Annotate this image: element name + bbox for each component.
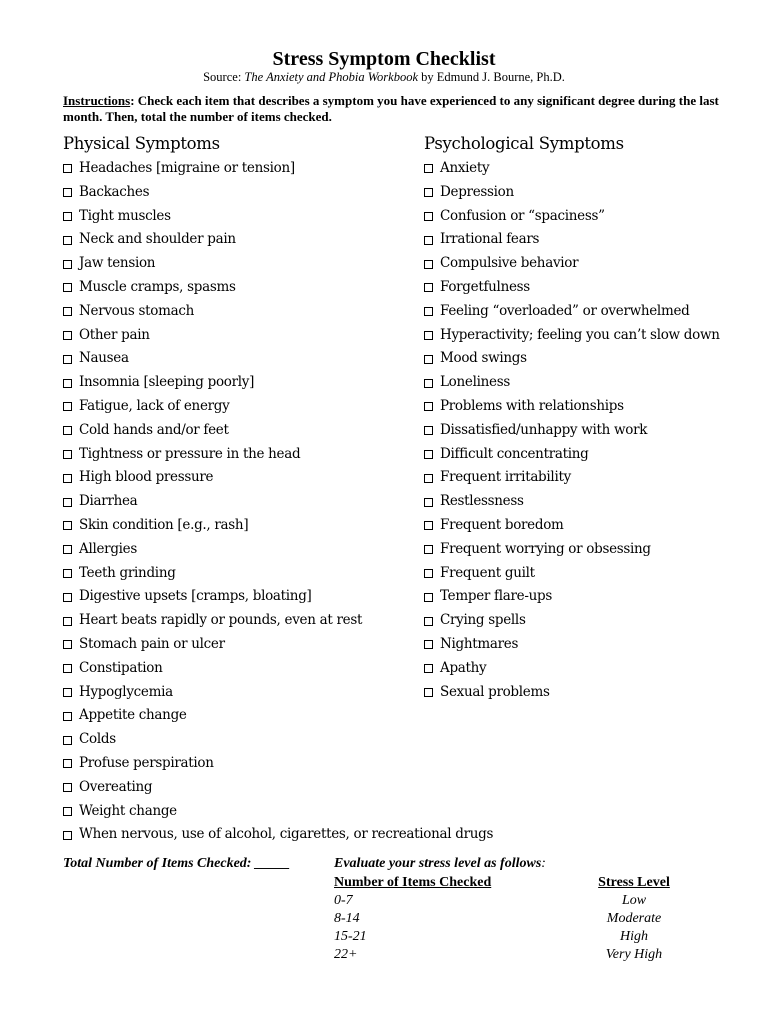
checkbox[interactable]: [63, 640, 72, 649]
symptom-item: [424, 633, 754, 657]
symptom-item: [424, 205, 754, 229]
checkbox[interactable]: [424, 307, 433, 316]
symptom-item: [424, 371, 754, 395]
stress-level-rows: [334, 892, 694, 964]
checkbox[interactable]: [63, 498, 72, 507]
symptom-item: [63, 514, 483, 538]
symptom-label: Irrational fears: [440, 231, 540, 248]
evaluate-colon: :: [541, 856, 546, 871]
checkbox[interactable]: [424, 664, 433, 673]
instructions: [63, 93, 723, 125]
symptom-label: Nightmares: [440, 635, 519, 652]
stress-level-value: High: [620, 929, 648, 944]
checkbox[interactable]: [63, 331, 72, 340]
symptom-item: [63, 609, 483, 633]
checkbox[interactable]: [63, 212, 72, 221]
symptom-label: Crying spells: [440, 612, 526, 629]
stress-level-table: [334, 874, 694, 964]
checkbox[interactable]: [63, 545, 72, 554]
symptom-item: [63, 419, 483, 443]
symptom-label: Neck and shoulder pain: [79, 231, 236, 248]
stress-level-value: Low: [621, 893, 647, 908]
symptom-item: [63, 157, 483, 181]
checkbox[interactable]: [424, 260, 433, 269]
checkbox[interactable]: [424, 593, 433, 602]
stress-level-row: [334, 892, 694, 910]
symptom-item: [63, 562, 483, 586]
checkbox[interactable]: [424, 236, 433, 245]
symptom-item: [424, 347, 754, 371]
stress-level-value: Moderate: [606, 911, 662, 926]
checkbox[interactable]: [63, 426, 72, 435]
stress-level-table-header: [334, 874, 694, 892]
symptom-item: [424, 181, 754, 205]
items-range: 15-21: [334, 929, 367, 944]
symptom-label: Compulsive behavior: [440, 255, 579, 272]
symptom-label: Cold hands and/or feet: [79, 421, 229, 438]
symptom-item: [424, 681, 754, 705]
instructions-label: Instructions: [63, 93, 131, 108]
symptom-item: [424, 562, 754, 586]
total-items-checked: Total Number of Items Checked: _____: [63, 856, 290, 871]
symptom-item: [63, 704, 483, 728]
checkbox[interactable]: [424, 426, 433, 435]
symptom-label: Profuse perspiration: [79, 754, 214, 771]
checkbox[interactable]: [424, 212, 433, 221]
symptom-item: [424, 466, 754, 490]
symptom-label: Mood swings: [440, 350, 527, 367]
checkbox[interactable]: [63, 593, 72, 602]
symptom-label: Headaches [migraine or tension]: [79, 160, 295, 176]
symptom-item: [424, 490, 754, 514]
symptom-item: [424, 228, 754, 252]
symptom-label: Nervous stomach: [79, 302, 195, 319]
checkbox[interactable]: [63, 236, 72, 245]
stress-level-row: [334, 910, 694, 928]
symptom-label: Hypoglycemia: [79, 683, 173, 700]
source-author: by Edmund J. Bourne, Ph.D.: [418, 70, 565, 84]
symptom-item: [424, 609, 754, 633]
checkbox[interactable]: [63, 450, 72, 459]
symptom-item: [424, 657, 754, 681]
symptom-item: [424, 324, 754, 348]
symptom-label: Constipation: [79, 659, 163, 676]
symptom-item: [63, 205, 483, 229]
items-range: 22+: [334, 947, 358, 962]
symptom-label: Diarrhea: [79, 493, 138, 510]
checkbox[interactable]: [63, 283, 72, 292]
symptom-item: [63, 657, 483, 681]
checkbox[interactable]: [424, 521, 433, 530]
symptom-label: Feeling “overloaded” or overwhelmed: [440, 302, 690, 319]
stress-level-value: Very High: [605, 947, 663, 962]
checkbox[interactable]: [63, 521, 72, 530]
checkbox[interactable]: [424, 331, 433, 340]
symptom-item: [63, 823, 494, 847]
checkbox[interactable]: [63, 831, 72, 840]
checkbox[interactable]: [424, 402, 433, 411]
symptom-label: Frequent irritability: [440, 469, 571, 486]
checkbox[interactable]: [424, 355, 433, 364]
symptom-label: Frequent guilt: [440, 564, 535, 581]
checkbox[interactable]: [63, 688, 72, 697]
symptom-item: [63, 752, 483, 776]
symptom-item: [63, 728, 483, 752]
symptom-item: [63, 395, 483, 419]
symptom-label: Confusion or “spaciness”: [440, 207, 605, 224]
items-range: 8-14: [334, 911, 360, 926]
symptom-label: When nervous, use of alcohol, cigarettes, or recreational drugs: [79, 826, 494, 843]
symptom-item: [424, 252, 754, 276]
symptom-item: [63, 371, 483, 395]
symptom-item: [63, 633, 483, 657]
checkbox[interactable]: [63, 164, 72, 173]
checkbox[interactable]: [63, 188, 72, 197]
symptom-label: Sexual problems: [440, 683, 550, 700]
symptom-label: Overeating: [79, 778, 153, 795]
symptom-item: [63, 681, 483, 705]
symptom-item: [63, 466, 483, 490]
source-line: [0, 70, 768, 85]
source-prefix: Source:: [203, 70, 245, 84]
checkbox[interactable]: [63, 307, 72, 316]
symptom-label: Restlessness: [440, 493, 524, 510]
checkbox[interactable]: [424, 688, 433, 697]
checkbox[interactable]: [424, 164, 433, 173]
symptom-label: Frequent boredom: [440, 516, 564, 533]
checkbox[interactable]: [424, 498, 433, 507]
checkbox[interactable]: [424, 545, 433, 554]
symptom-label: High blood pressure: [79, 469, 214, 486]
checkbox[interactable]: [63, 617, 72, 626]
items-range: 0-7: [334, 893, 353, 908]
symptom-item: [63, 585, 483, 609]
symptom-label: Depression: [440, 183, 514, 200]
checkbox[interactable]: [63, 664, 72, 673]
checkbox[interactable]: [63, 736, 72, 745]
symptom-item: [424, 395, 754, 419]
symptom-label: Allergies: [79, 540, 138, 557]
symptom-item: [424, 538, 754, 562]
symptom-item: [63, 300, 483, 324]
checkbox[interactable]: [424, 450, 433, 459]
symptom-item: [424, 443, 754, 467]
symptom-label: Backaches: [79, 183, 150, 200]
symptom-item: [63, 181, 483, 205]
checkbox[interactable]: [63, 379, 72, 388]
symptom-label: Hyperactivity; feeling you can’t slow down: [440, 326, 720, 343]
symptom-item: [424, 300, 754, 324]
symptom-item: [63, 800, 483, 824]
symptom-item: [424, 157, 754, 181]
symptom-label: Loneliness: [440, 374, 510, 391]
checkbox[interactable]: [63, 402, 72, 411]
symptom-label: Colds: [79, 731, 116, 748]
symptom-label: Tight muscles: [79, 207, 171, 224]
symptom-label: Heart beats rapidly or pounds, even at rest: [79, 612, 363, 629]
page-title: Stress Symptom Checklist: [272, 48, 496, 70]
checkbox[interactable]: [424, 617, 433, 626]
instructions-text: : Check each item that describes a symptom you have experienced to any significant degree during the last month. Then, total the number of items checked.: [63, 93, 719, 124]
symptom-item: [63, 276, 483, 300]
symptom-label: Fatigue, lack of energy: [79, 397, 230, 414]
symptom-label: Weight change: [79, 802, 177, 819]
checkbox[interactable]: [63, 569, 72, 578]
checkbox[interactable]: [424, 640, 433, 649]
checkbox[interactable]: [63, 260, 72, 269]
symptom-label: Temper flare-ups: [440, 588, 552, 605]
items-checked-column-header: Number of Items Checked: [334, 875, 492, 890]
stress-level-row: [334, 946, 694, 964]
symptom-item: [63, 490, 483, 514]
evaluate-instruction: [334, 855, 546, 873]
stress-level-row: [334, 928, 694, 946]
symptom-label: Jaw tension: [79, 255, 156, 272]
symptom-item: [424, 514, 754, 538]
stress-level-column-header: Stress Level: [598, 875, 670, 890]
symptom-label: Stomach pain or ulcer: [79, 635, 225, 652]
symptom-label: Apathy: [440, 659, 487, 676]
symptom-item: [63, 776, 483, 800]
symptom-label: Skin condition [e.g., rash]: [79, 516, 249, 533]
symptom-item: [424, 585, 754, 609]
checkbox[interactable]: [424, 188, 433, 197]
symptom-item: [63, 443, 483, 467]
symptom-item: [63, 347, 483, 371]
symptom-label: Difficult concentrating: [440, 445, 589, 462]
checkbox[interactable]: [63, 474, 72, 483]
symptom-label: Appetite change: [79, 707, 187, 724]
symptom-label: Nausea: [79, 350, 129, 367]
checkbox[interactable]: [63, 355, 72, 364]
symptom-item: [63, 228, 483, 252]
checkbox[interactable]: [424, 474, 433, 483]
symptom-item: [63, 324, 483, 348]
symptom-label: Dissatisfied/unhappy with work: [440, 421, 648, 438]
symptom-label: Tightness or pressure in the head: [79, 445, 301, 462]
physical-symptoms-heading: Physical Symptoms: [63, 134, 220, 153]
source-book-title: The Anxiety and Phobia Workbook: [244, 70, 419, 84]
checkbox[interactable]: [63, 807, 72, 816]
symptom-item: [63, 252, 483, 276]
checkbox[interactable]: [424, 379, 433, 388]
psychological-symptoms-list: [424, 157, 754, 704]
checkbox[interactable]: [424, 569, 433, 578]
symptom-label: Insomnia [sleeping poorly]: [79, 374, 255, 391]
symptom-label: Problems with relationships: [440, 397, 624, 414]
psychological-symptoms-heading: Psychological Symptoms: [424, 134, 624, 153]
evaluate-label: Evaluate your stress level as follows: [334, 856, 542, 871]
checkbox[interactable]: [424, 283, 433, 292]
symptom-label: Anxiety: [440, 160, 490, 176]
symptom-item: [424, 276, 754, 300]
symptom-label: Teeth grinding: [79, 564, 176, 581]
checkbox[interactable]: [63, 783, 72, 792]
symptom-label: Forgetfulness: [440, 278, 530, 295]
checkbox[interactable]: [63, 759, 72, 768]
symptom-label: Other pain: [79, 326, 150, 343]
symptom-label: Muscle cramps, spasms: [79, 278, 236, 295]
symptom-item: [63, 538, 483, 562]
symptom-label: Frequent worrying or obsessing: [440, 540, 651, 557]
checkbox[interactable]: [63, 712, 72, 721]
symptom-label: Digestive upsets [cramps, bloating]: [79, 588, 312, 605]
symptom-item: [424, 419, 754, 443]
